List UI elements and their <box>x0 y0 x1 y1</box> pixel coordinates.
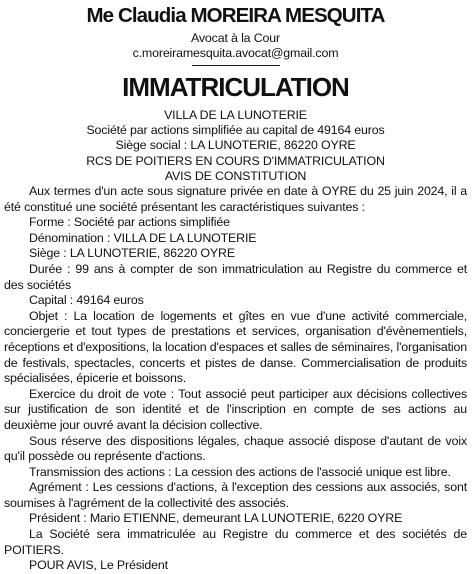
paragraph-voting-rights: Exercice du droit de vote : Tout associé peut participer aux décisions collectives sur justification de son identité et de l'inscription en compte de ses actions au deuxième jour ouvré avant la décision collective. <box>4 386 467 432</box>
company-head-office: Siège social : LA LUNOTERIE, 86220 OYRE <box>115 138 356 153</box>
paragraph-object: Objet : La location de logements et gîtes en vue d'une activité commerciale, conciergerie et tout types de prestations et services, organisation d'évènementiels, réceptions et d'expositions, la location d'espaces et salles de séminaires, l'organisation de festivals, spectacles, concerts et pistes de danse. Commercialisation de produits spécialisées, épicerie et boissons. <box>4 308 467 386</box>
paragraph-intro: Aux termes d'un acte sous signature privée en date à OYRE du 25 juin 2024, il a été constitué une société présentant les caractéristiques suivantes : <box>4 184 467 214</box>
company-form-capital: Société par actions simplifiée au capital de 49164 euros <box>86 123 385 138</box>
paragraph-seat: Siège : LA LUNOTERIE, 86220 OYRE <box>29 246 235 261</box>
company-block <box>4 108 467 184</box>
lawyer-email: c.moreiramesquita.avocat@gmail.com <box>132 46 339 60</box>
notice-title: IMMATRICULATION <box>122 72 349 102</box>
notice-body <box>4 184 467 574</box>
paragraph-signature: POUR AVIS, Le Président <box>29 558 168 573</box>
company-rcs: RCS DE POITIERS EN COURS D'IMMATRICULATION <box>86 153 385 168</box>
paragraph-form: Forme : Société par actions simplifiée <box>29 215 230 230</box>
lawyer-role: Avocat à la Cour <box>191 31 280 45</box>
lawyer-header <box>4 4 467 66</box>
paragraph-duration: Durée : 99 ans à compter de son immatriculation au Registre du commerce et des sociétés <box>4 261 467 292</box>
paragraph-president: Président : Mario ETIENNE, demeurant LA LUNOTERIE, 6220 OYRE <box>29 511 403 526</box>
paragraph-denomination: Dénomination : VILLA DE LA LUNOTERIE <box>29 230 257 245</box>
paragraph-approval: Agrément : Les cessions d'actions, à l'exception des cessions aux associés, sont soumises à l'agrément de la collectivité des associés. <box>4 480 467 510</box>
paragraph-votes: Sous réserve des dispositions légales, chaque associé dispose d'autant de voix qu'il possède ou représente d'actions. <box>4 433 467 464</box>
lawyer-name: Me Claudia MOREIRA MESQUITA <box>86 4 385 27</box>
paragraph-capital: Capital : 49164 euros <box>29 293 144 308</box>
company-name: VILLA DE LA LUNOTERIE <box>164 108 307 122</box>
header-divider <box>192 65 280 66</box>
paragraph-registration: La Société sera immatriculée au Registre du commerce et des sociétés de POITIERS. <box>4 527 467 557</box>
notice-type: AVIS DE CONSTITUTION <box>164 168 307 183</box>
paragraph-share-transfer: Transmission des actions : La cession des actions de l'associé unique est libre. <box>29 464 451 479</box>
